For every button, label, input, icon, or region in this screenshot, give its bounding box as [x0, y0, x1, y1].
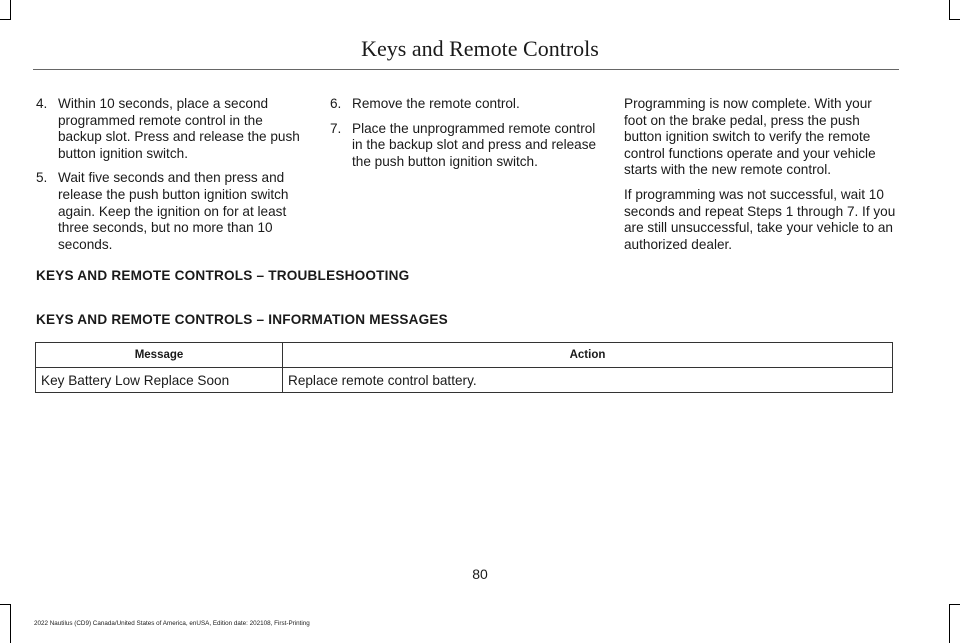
table-header-row — [36, 343, 893, 368]
footer-edition-info: 2022 Nautilus (CD9) Canada/United States of America, enUSA, Edition date: 202108, First-Printing — [34, 620, 310, 627]
column-3 — [624, 96, 898, 261]
step-number: 5. — [36, 170, 48, 186]
information-messages-table — [35, 342, 893, 393]
crop-mark-top-right-v — [949, 0, 950, 20]
paragraph: Programming is now complete. With your foot on the brake pedal, press the push button ignition switch to verify the remote control functions operate and your vehicle starts with the new remote control. — [624, 96, 876, 178]
step-text: Remove the remote control. — [352, 96, 520, 111]
column-header-message: Message — [36, 343, 283, 368]
crop-mark-top-left-v — [10, 0, 11, 20]
crop-mark-top-left-h — [0, 19, 11, 20]
crop-mark-bottom-left-h — [0, 604, 11, 605]
step-item — [330, 121, 606, 171]
crop-mark-top-right-h — [949, 19, 960, 20]
crop-mark-bottom-right-h — [949, 604, 960, 605]
crop-mark-bottom-left-v — [10, 604, 11, 643]
step-item — [330, 96, 606, 113]
table-cell-action: Replace remote control battery. — [283, 368, 893, 393]
crop-mark-bottom-right-v — [949, 604, 950, 643]
step-text: Place the unprogrammed remote control in the backup slot and press and release the push button ignition switch. — [352, 120, 597, 169]
table-cell-message: Key Battery Low Replace Soon — [36, 368, 283, 393]
step-item — [36, 170, 308, 253]
step-number: 6. — [330, 96, 342, 111]
table-row — [36, 368, 893, 393]
paragraph: If programming was not successful, wait 10 seconds and repeat Steps 1 through 7. If you are still unsuccessful, take your vehicle to an authorized dealer. — [624, 186, 896, 252]
step-text: Within 10 seconds, place a second programmed remote control in the backup slot. Press and release the push button ignition switch. — [58, 96, 300, 161]
step-text: Wait five seconds and then press and release the push button ignition switch again. Keep the ignition on for at least three seconds, but no more than 10 seconds. — [58, 170, 289, 252]
steps-list-2 — [330, 96, 606, 170]
column-header-action: Action — [283, 343, 893, 368]
step-number: 7. — [330, 120, 342, 136]
title-divider — [33, 69, 899, 70]
steps-list-1 — [36, 96, 308, 253]
section-heading-information-messages: KEYS AND REMOTE CONTROLS – INFORMATION MESSAGES — [36, 312, 448, 327]
column-2 — [330, 96, 606, 178]
page-title: Keys and Remote Controls — [361, 36, 599, 61]
page-number: 80 — [472, 566, 488, 582]
step-number: 4. — [36, 96, 48, 111]
section-heading-troubleshooting: KEYS AND REMOTE CONTROLS – TROUBLESHOOTING — [36, 268, 410, 283]
column-1 — [36, 96, 308, 261]
step-item — [36, 96, 308, 162]
